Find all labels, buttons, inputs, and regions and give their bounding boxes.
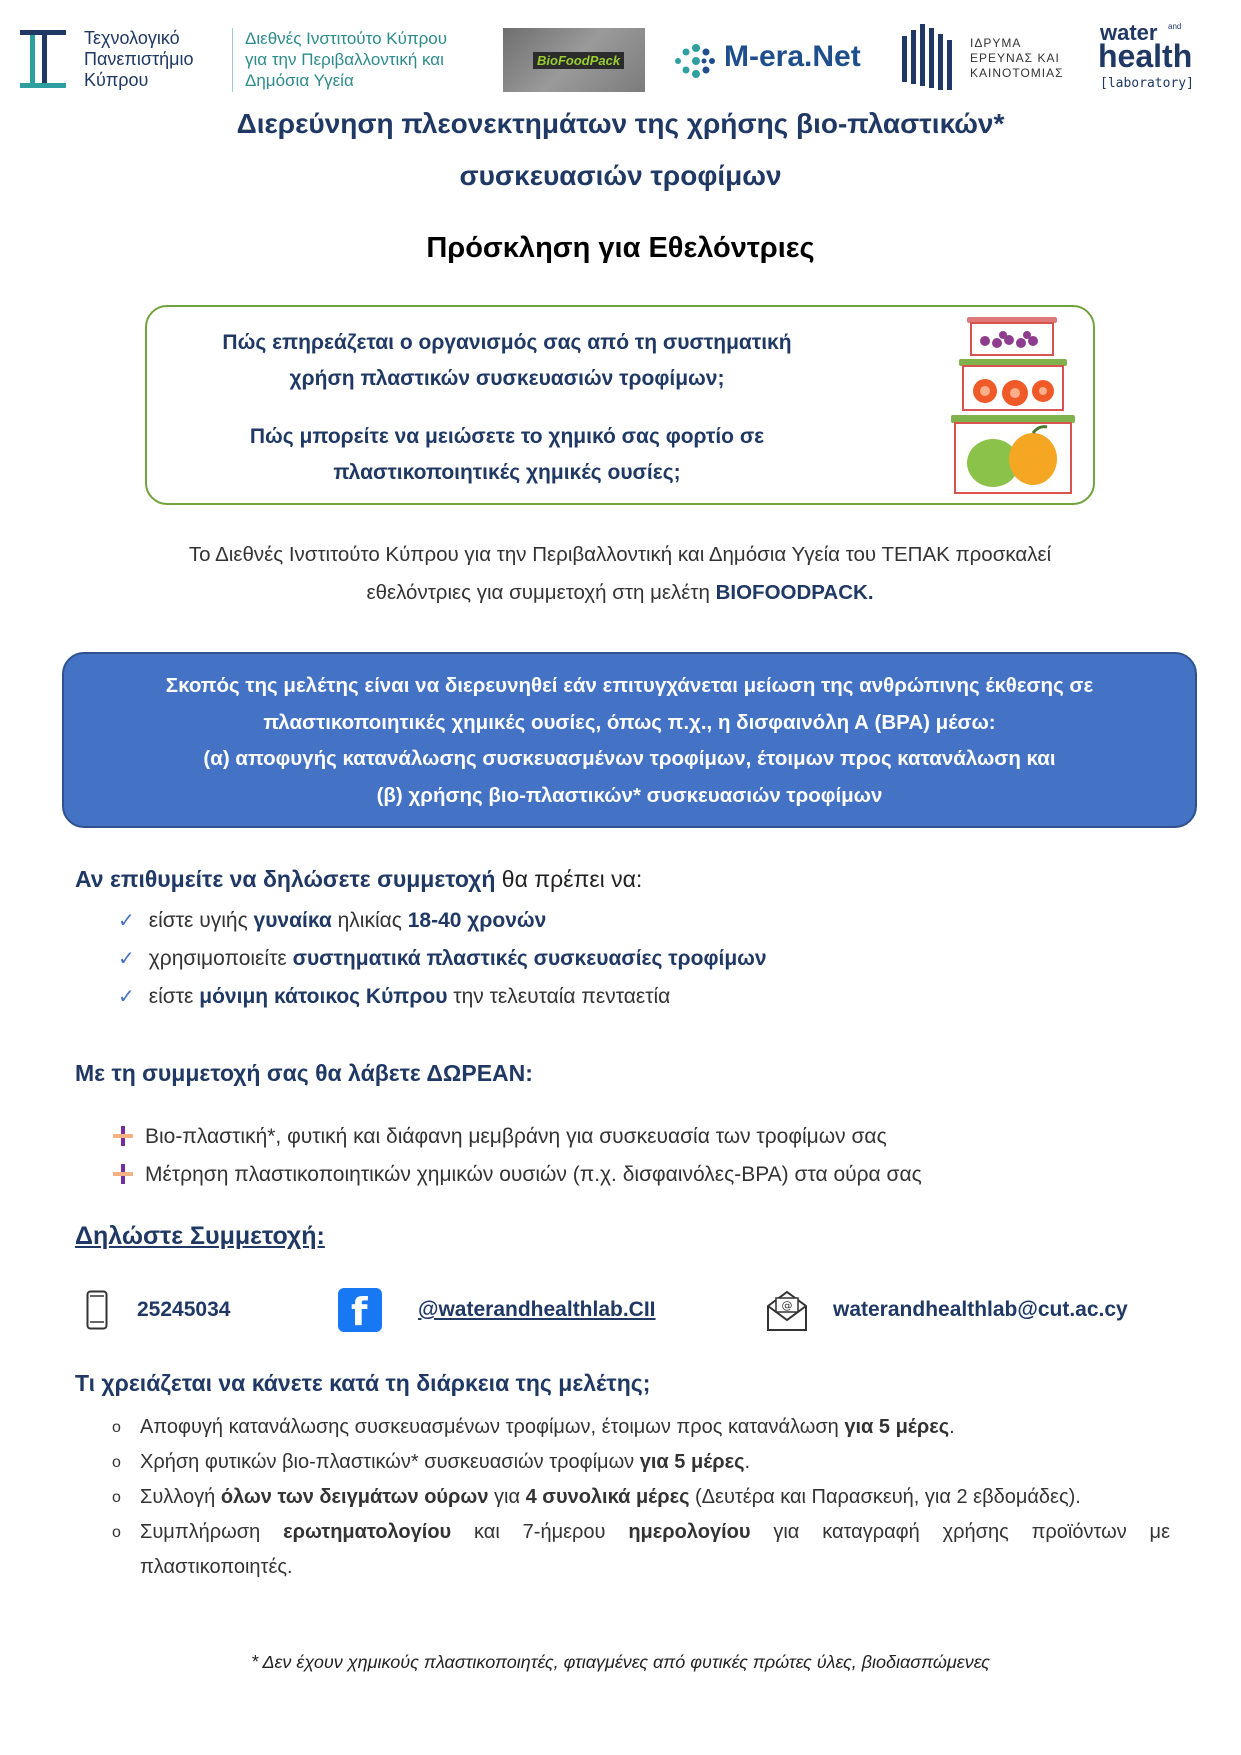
eligibility-list (118, 902, 767, 1016)
task-text: για (488, 1486, 526, 1508)
circle-bullet-icon: o (112, 1454, 121, 1471)
eligibility-heading-rest: θα πρέπει να: (495, 866, 643, 892)
question-1-line-2: χρήση πλαστικών συσκευασιών τροφίμων; (289, 367, 725, 390)
cut-logo (18, 28, 248, 92)
task-bold: ημερολογίου (628, 1521, 751, 1543)
item-text: είστε υγιής (148, 909, 254, 932)
task-item (112, 1410, 1170, 1445)
benefit-text: Μέτρηση πλαστικοποιητικών χημικών ουσιών (π.χ. δισφαινόλες-BPA) στα ούρα σας (145, 1163, 922, 1186)
facebook-icon (338, 1288, 382, 1332)
footnote: * Δεν έχουν χημικούς πλαστικοποιητές, φτιαγμένες από φυτικές πρώτες ύλες, βιοδιασπώμενες (251, 1652, 990, 1672)
task-text: . (744, 1451, 751, 1473)
intro-line-1: Το Διεθνές Ινστιτούτο Κύπρου για την Περιβαλλοντική και Δημόσια Υγεία του ΤΕΠΑΚ προσκαλεί (188, 543, 1052, 566)
benefit-item (113, 1118, 922, 1156)
tasks-heading: Τι χρειάζεται να κάνετε κατά τη διάρκεια της μελέτης; (75, 1370, 651, 1396)
check-icon: ✓ (118, 948, 135, 970)
globe-dots-icon (668, 36, 718, 86)
item-bold: μόνιμη κάτοικος Κύπρου (199, 985, 448, 1008)
circle-bullet-icon: o (112, 1489, 121, 1506)
whl-and-text: and (1168, 22, 1182, 31)
question-2-line-1: Πώς μπορείτε να μειώσετε το χημικό σας φορτίο σε (249, 425, 765, 448)
ide-logo-line: ΙΔΡΥΜΑ (970, 36, 1022, 50)
eligibility-heading-bold: Αν επιθυμείτε να δηλώσετε συμμετοχή (75, 866, 496, 892)
task-bold: ερωτηματολογίου (283, 1521, 452, 1543)
intro-paragraph (60, 536, 1180, 612)
task-text: Συλλογή (140, 1486, 221, 1508)
item-text: χρησιμοποιείτε (148, 947, 293, 970)
task-bold: όλων των δειγμάτων ούρων (220, 1486, 489, 1508)
task-text: Αποφυγή κατανάλωσης συσκευασμένων τροφίμων, έτοιμων προς κατανάλωση (140, 1416, 845, 1438)
aim-line-2: πλαστικοποιητικές χημικές ουσίες, όπως π.χ., η δισφαινόλη Α (BPA) μέσω: (263, 710, 996, 734)
mera-net-logo-text: M-era.Net (724, 40, 861, 73)
item-text: την τελευταία πενταετία (447, 985, 671, 1008)
task-bold: για 5 μέρες (844, 1416, 950, 1438)
subtitle: Πρόσκληση για Εθελόντριες (426, 232, 815, 264)
tasks-list (112, 1410, 1170, 1585)
questions-box (145, 305, 1095, 505)
item-text: είστε (148, 985, 200, 1008)
food-containers-icon (937, 309, 1087, 501)
water-health-lab-logo (1098, 20, 1228, 92)
eligibility-item (118, 940, 767, 978)
intro-line-2-text: εθελόντριες για συμμετοχή στη μελέτη (366, 581, 716, 604)
check-icon: ✓ (118, 910, 135, 932)
item-bold: συστηματικά πλαστικές συσκευασίες τροφίμων (292, 947, 767, 970)
task-item (112, 1515, 1170, 1585)
phone-icon (86, 1290, 108, 1330)
ide-logo (900, 22, 1100, 94)
email-icon-at-sign: @ (781, 1299, 793, 1312)
eligibility-item (118, 902, 767, 940)
plus-bullet-icon (113, 1126, 133, 1146)
title-line-2: συσκευασιών τροφίμων (459, 160, 782, 191)
task-bold: 4 συνολικά μέρες (525, 1486, 690, 1508)
cut-logo-line: Κύπρου (84, 70, 149, 90)
phone-number[interactable]: 25245034 (137, 1298, 231, 1321)
check-icon: ✓ (118, 986, 135, 1008)
cii-logo-line: Διεθνές Ινστιτούτο Κύπρου (245, 29, 448, 48)
cut-logo-line: Τεχνολογικό (84, 28, 180, 48)
email-address[interactable]: waterandhealthlab@cut.ac.cy (833, 1298, 1128, 1321)
declare-heading: Δηλώστε Συμμετοχή: (75, 1222, 325, 1250)
item-bold: γυναίκα (253, 909, 332, 932)
mera-net-logo (668, 28, 878, 92)
task-text: (Δευτέρα και Παρασκευή, για 2 εβδομάδες). (689, 1486, 1081, 1508)
plus-bullet-icon (113, 1164, 133, 1184)
task-item (112, 1480, 1170, 1515)
item-text: ηλικίας (331, 909, 408, 932)
task-text: Χρήση φυτικών βιο-πλαστικών* συσκευασιών τροφίμων (140, 1451, 640, 1473)
task-item (112, 1445, 1170, 1480)
benefit-text: Βιο-πλαστική*, φυτική και διάφανη μεμβράνη για συσκευασία των τροφίμων σας (145, 1125, 887, 1148)
eligibility-item (118, 978, 767, 1016)
facebook-link[interactable]: @waterandhealthlab.CII (418, 1298, 656, 1321)
task-bold: για 5 μέρες (639, 1451, 745, 1473)
ide-bars-icon (900, 22, 960, 92)
study-aim-box (62, 652, 1197, 828)
intro-line-2 (60, 574, 1180, 612)
whl-health-text: health (1098, 38, 1193, 74)
cii-logo-line: για την Περιβαλλοντική και (245, 50, 444, 69)
question-2-line-2: πλαστικοποιητικές χημικές ουσίες; (333, 461, 681, 484)
cii-logo-line: Δημόσια Υγεία (245, 71, 354, 90)
cii-logo (232, 28, 515, 92)
benefits-heading: Με τη συμμετοχή σας θα λάβετε ΔΩΡΕΑΝ: (75, 1060, 533, 1086)
study-name: BIOFOODPACK. (715, 581, 874, 604)
whl-water-text: water (1100, 20, 1158, 45)
biofoodpack-logo (503, 28, 645, 92)
circle-bullet-icon: o (112, 1419, 121, 1436)
eligibility-heading (75, 866, 642, 893)
cut-logo-line: Πανεπιστήμιο (84, 49, 194, 69)
task-text: Συμπλήρωση (140, 1521, 284, 1543)
aim-line-1: Σκοπός της μελέτης είναι να διερευνηθεί εάν επιτυγχάνεται μείωση της ανθρώπινης έκθεσης σε (165, 674, 1094, 697)
circle-bullet-icon: o (112, 1524, 121, 1541)
ide-logo-line: ΚΑΙΝΟΤΟΜΙΑΣ (970, 66, 1064, 80)
task-text: . (949, 1416, 955, 1438)
item-bold: 18-40 χρονών (407, 909, 547, 932)
title-line-1: Διερεύνηση πλεονεκτημάτων της χρήσης βιο-πλαστικών* (236, 108, 1005, 139)
benefits-list (113, 1118, 922, 1194)
cut-emblem-icon (18, 28, 68, 90)
ide-logo-line: ΕΡΕΥΝΑΣ ΚΑΙ (970, 51, 1060, 65)
email-icon (766, 1288, 808, 1332)
whl-lab-text: [laboratory] (1100, 76, 1194, 91)
task-text: και 7-ήμερου (451, 1521, 629, 1543)
benefit-item (113, 1156, 922, 1194)
aim-line-4: (β) χρήσης βιο-πλαστικών* συσκευασιών τροφίμων (376, 783, 883, 807)
aim-line-3: (α) αποφυγής κατανάλωσης συσκευασμένων τροφίμων, έτοιμων προς κατανάλωση και (203, 747, 1056, 770)
question-1-line-1: Πώς επηρεάζεται ο οργανισμός σας από τη συστηματική (222, 331, 792, 354)
facebook-icon-letter: f (351, 1290, 368, 1334)
task-text: για καταγραφή χρήσης προϊόντων με πλαστικοποιητές. (140, 1521, 1170, 1578)
biofoodpack-logo-text: BioFoodPack (533, 52, 624, 69)
